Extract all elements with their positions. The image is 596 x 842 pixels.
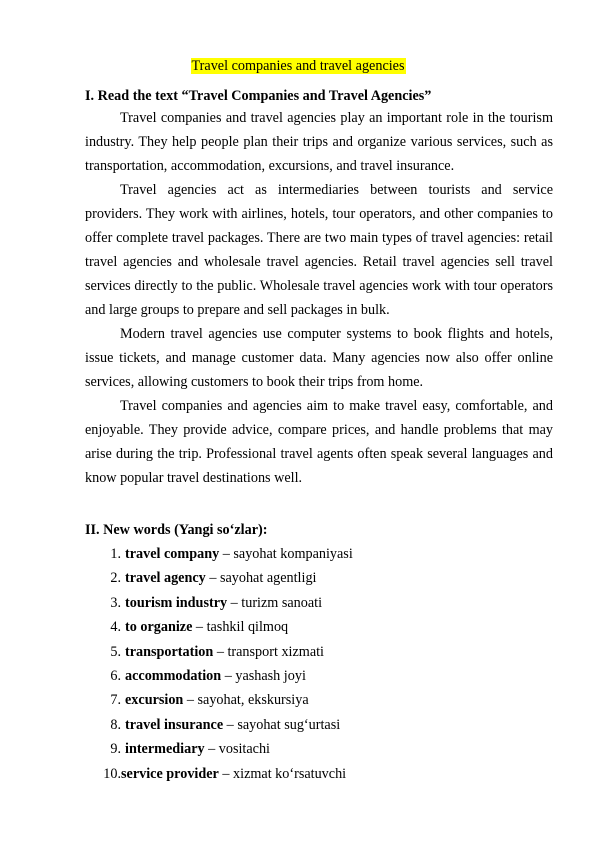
item-number: 9. (110, 741, 121, 758)
item-number: 1. (110, 546, 121, 562)
item-number: 10. (103, 765, 121, 782)
vocab-translation: – yashash joyi (221, 667, 306, 684)
vocab-term: accommodation (125, 667, 222, 684)
vocab-translation: – vositachi (204, 741, 271, 758)
vocab-term: tourism industry (125, 594, 228, 611)
paragraph-1: Travel companies and travel agencies play an important role in the tourism industry. They help people plan their trips and organize various services, such as transportation, accommodation, excursions, and travel insurance. (85, 110, 553, 174)
reading-text (85, 106, 553, 490)
paragraph-4: Travel companies and agencies aim to make travel easy, comfortable, and enjoyable. They provide advice, compare prices, and handle problems that may arise during the trip. Professional travel agents often speak several languages and know popular travel destinations well. (85, 398, 553, 486)
list-item (85, 615, 553, 639)
list-item (85, 664, 553, 688)
section-2-heading: II. New words (Yangi so‘zlar): (85, 522, 268, 538)
vocab-term: travel company (125, 546, 220, 562)
list-item (85, 688, 553, 712)
vocab-term: to organize (125, 619, 193, 636)
vocab-translation: – transport xizmati (213, 643, 324, 660)
list-item (85, 713, 553, 737)
item-number: 8. (110, 716, 121, 733)
list-item (85, 762, 553, 786)
item-number: 3. (110, 594, 121, 611)
list-item (85, 591, 553, 615)
paragraph-2: Travel agencies act as intermediaries between tourists and service providers. They work with airlines, hotels, tour operators, and other companies to offer complete travel packages. There are two main types of travel agencies: retail travel agencies and wholesale travel agencies. Retail travel agencies sell travel services directly to the public. Wholesale travel agencies work with tour operators and large groups to prepare and sell packages in bulk. (85, 182, 553, 318)
paragraph-3: Modern travel agencies use computer systems to book flights and hotels, issue tickets, and manage customer data. Many agencies now also offer online services, allowing customers to book their trips from home. (85, 326, 553, 390)
vocab-translation: – xizmat ko‘rsatuvchi (218, 765, 347, 782)
vocab-term: transportation (125, 643, 214, 660)
item-number: 7. (110, 692, 121, 709)
vocab-translation: – sayohat sug‘urtasi (223, 716, 341, 733)
item-number: 2. (110, 570, 121, 587)
vocab-term: travel insurance (125, 716, 224, 733)
item-number: 5. (110, 643, 121, 660)
vocab-translation: – tashkil qilmoq (192, 619, 289, 636)
item-number: 6. (110, 667, 121, 684)
vocab-term: intermediary (125, 741, 205, 758)
page-title: Travel companies and travel agencies (191, 58, 405, 74)
vocab-translation: – sayohat kompaniyasi (219, 546, 353, 562)
list-item (85, 542, 553, 566)
vocab-term: service provider (121, 765, 219, 782)
vocab-term: travel agency (125, 570, 206, 587)
vocab-translation: – sayohat, ekskursiya (183, 692, 309, 709)
vocabulary-list (85, 542, 553, 786)
item-number: 4. (110, 619, 121, 636)
list-item (85, 640, 553, 664)
vocab-translation: – sayohat agentligi (205, 570, 317, 587)
title-container (0, 54, 596, 78)
list-item (85, 737, 553, 761)
vocab-term: excursion (125, 692, 184, 709)
vocab-translation: – turizm sanoati (227, 594, 323, 611)
list-item (85, 566, 553, 590)
section-1-heading: I. Read the text “Travel Companies and Travel Agencies” (85, 88, 432, 104)
